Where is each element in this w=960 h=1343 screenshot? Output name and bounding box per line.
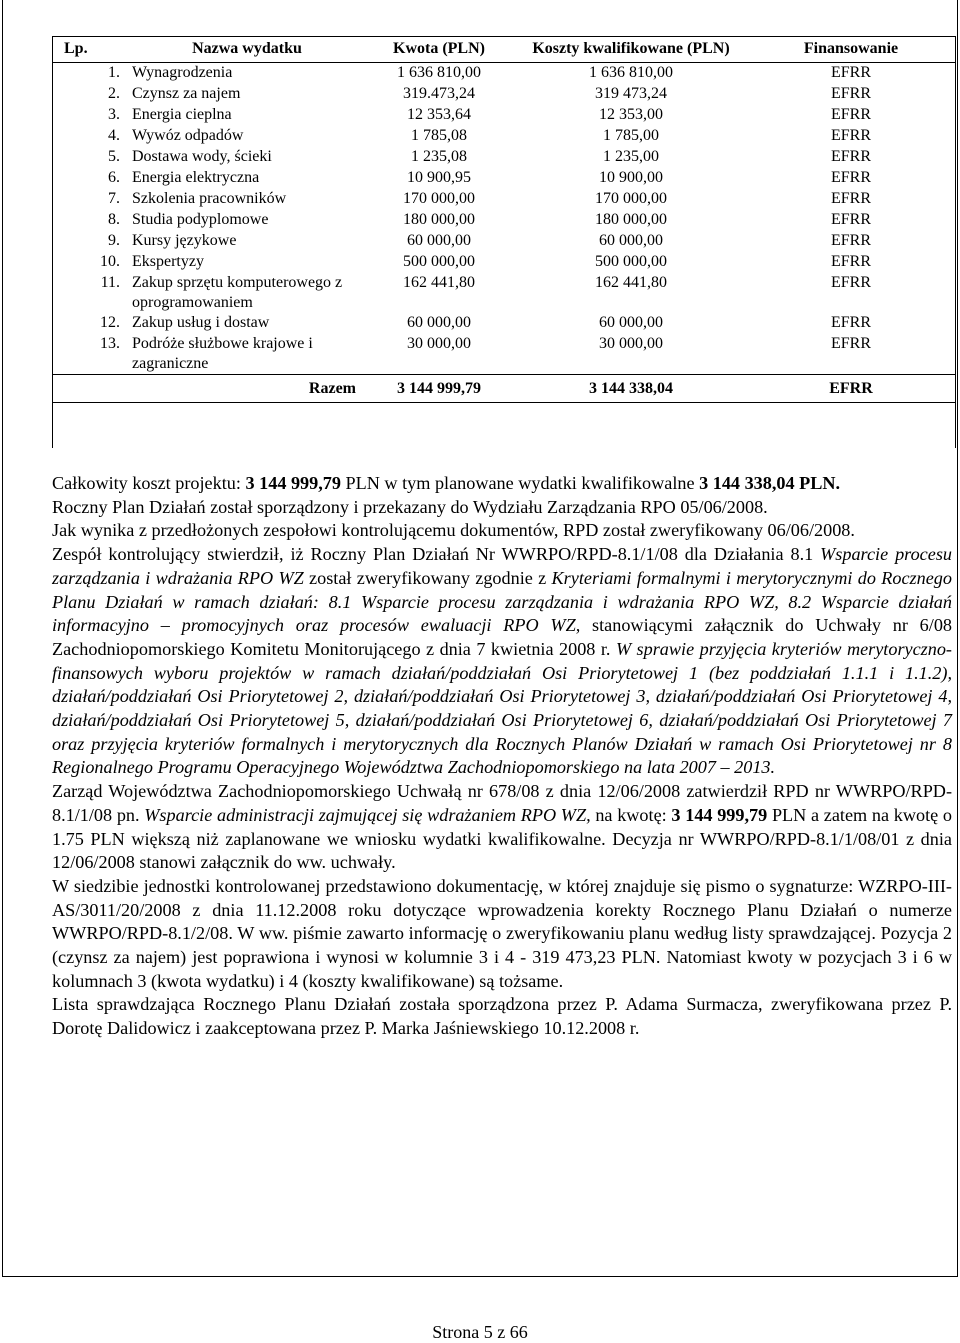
row-eligible: 60 000,00 [599,232,663,249]
table-row [52,252,956,273]
row-amount: 1 785,08 [411,127,467,144]
row-eligible: 500 000,00 [595,253,667,270]
table-row [52,334,956,375]
row-name: Kursy językowe [132,232,237,249]
total-eligible: 3 144 338,04 [516,375,746,403]
row-eligible: 10 900,00 [599,169,663,186]
row-amount: 180 000,00 [403,211,475,228]
table-total-row [52,375,956,403]
row-lp: 8. [108,211,120,228]
table-row [52,126,956,147]
row-eligible: 319 473,24 [595,85,667,102]
row-eligible: 1 785,00 [603,127,659,144]
total-amount: 3 144 999,79 [362,375,516,403]
row-eligible: 1 636 810,00 [589,64,673,81]
row-eligible: 60 000,00 [599,314,663,331]
row-lp: 11. [100,274,120,291]
row-amount: 319.473,24 [403,85,475,102]
table-left-border [52,36,53,448]
table-right-border [955,36,956,448]
row-amount: 162 441,80 [403,274,475,291]
paragraph-plan-verified: Jak wynika z przedłożonych zespołowi kontrolującemu dokumentów, RPD został zweryfikowany 06/06/2008. [52,520,855,541]
row-amount: 1 636 810,00 [397,64,481,81]
row-name: Zakup usług i dostaw [132,314,270,331]
row-eligible: 180 000,00 [595,211,667,228]
row-amount: 10 900,95 [407,169,471,186]
row-financing: EFRR [830,106,871,123]
table-row [52,313,956,334]
row-lp: 2. [108,85,120,102]
row-lp: 13. [100,335,120,352]
table-row [52,168,956,189]
document-body [52,472,952,1041]
row-lp: 9. [108,232,120,249]
row-lp: 1. [108,64,120,81]
row-name: Czynsz za najem [132,85,241,102]
table-row [52,63,956,85]
header-financing: Finansowanie [746,37,956,63]
page-number: Strona 5 z 66 [432,1322,528,1342]
row-amount: 60 000,00 [407,314,471,331]
total-financing: EFRR [746,375,956,403]
paragraph-total-cost: Całkowity koszt projektu: 3 144 999,79 PLN w tym planowane wydatki kwalifikowalne 3 144 338,04 PLN. [52,473,841,493]
row-financing: EFRR [830,232,871,249]
paragraph-documentation: W siedzibie jednostki kontrolowanej przedstawiono dokumentację, w której znajduje się pismo o sygnaturze: WZRPO-III-AS/3011/20/2008 z dnia 11.12.2008 roku dotyczące wprowadzenia korekty Rocznego Planu Działań o numerze WWRPO/RPD-8.1/2/08. W ww. piśmie zawarto informację o zweryfikowaniu planu według listy sprawdzającej. Pozycja 2 (czynsz za najem) jest poprawiona i wynosi w kolumnie 3 i 4 - 319 473,23 PLN. Natomiast kwoty w pozycjach 3 i 6 w kolumnach 3 (kwota wydatku) i 4 (koszty kwalifikowane) są tożsame. [52,875,952,991]
row-amount: 60 000,00 [407,232,471,249]
row-eligible: 1 235,00 [603,148,659,165]
paragraph-team-findings: Zespół kontrolujący stwierdził, iż Roczny Plan Działań Nr WWRPO/RPD-8.1/1/08 dla Działania 8.1 Wsparcie procesu zarządzania i wdrażania RPO WZ został zweryfikowany zgodnie z Kryteriami formalnymi i merytorycznymi do Rocznego Planu Działań w ramach działań: 8.1 Wsparcie procesu zarządzania i wdrażania RPO WZ, 8.2 Wsparcie działań informacyjno – promocyjnych oraz procesów ewaluacji RPO WZ, stanowiącymi załącznik do Uchwały nr 6/08 Zachodniopomorskiego Komitetu Monitorującego z dnia 7 kwietnia 2008 r. W sprawie przyjęcia kryteriów merytoryczno-finansowych wyboru projektów w ramach działań/poddziałań Osi Priorytetowej 1 (bez poddziałań 1.1.1 i 1.1.2), działań/poddziałań Osi Priorytetowej 2, działań/poddziałań Osi Priorytetowej 3, działań/poddziałań Osi Priorytetowej 4, działań/poddziałań Osi Priorytetowej 5, działań/poddziałań Osi Priorytetowej 6, działań/poddziałań Osi Priorytetowej 7 oraz przyjęcia kryteriów formalnych i merytorycznych dla Rocznych Planów Działań w ramach Osi Priorytetowej nr 8 Regionalnego Programu Operacyjnego Województwa Zachodniopomorskiego na lata 2007 – 2013. [52,544,953,778]
table-row [52,147,956,168]
row-financing: EFRR [830,127,871,144]
row-financing: EFRR [830,314,871,331]
row-amount: 500 000,00 [403,253,475,270]
row-name: Szkolenia pracowników [132,190,287,207]
header-name: Nazwa wydatku [124,37,362,63]
header-amount: Kwota (PLN) [362,37,516,63]
row-financing: EFRR [830,335,871,352]
row-financing: EFRR [830,253,871,270]
paragraph-checklist: Lista sprawdzająca Rocznego Planu Działań została sporządzona przez P. Adama Surmacza, zweryfikowana przez P. Dorotę Dalidowicz i zaakceptowana przez P. Marka Jaśniewskiego 10.12.2008 r. [52,994,952,1039]
row-eligible: 30 000,00 [599,335,663,352]
row-name: Wywóz odpadów [132,127,244,144]
row-financing: EFRR [830,148,871,165]
row-name: Energia cieplna [132,106,232,123]
row-financing: EFRR [830,211,871,228]
row-eligible: 162 441,80 [595,274,667,291]
table-row [52,273,956,313]
table-row [52,189,956,210]
row-name: Wynagrodzenia [132,64,233,81]
row-financing: EFRR [830,190,871,207]
row-lp: 5. [108,148,120,165]
row-amount: 1 235,08 [411,148,467,165]
row-name: Ekspertyzy [132,253,204,270]
table-body [52,63,956,375]
row-name: Energia elektryczna [132,169,260,186]
row-amount: 170 000,00 [403,190,475,207]
total-label: Razem [124,375,362,403]
header-lp: Lp. [52,37,124,63]
row-lp: 4. [108,127,120,144]
row-eligible: 170 000,00 [595,190,667,207]
row-lp: 10. [100,253,120,270]
row-eligible: 12 353,00 [599,106,663,123]
row-financing: EFRR [830,169,871,186]
row-financing: EFRR [830,64,871,81]
row-amount: 12 353,64 [407,106,471,123]
row-financing: EFRR [830,85,871,102]
row-name: Zakup sprzętu komputerowego z oprogramowaniem [132,274,343,311]
row-lp: 7. [108,190,120,207]
row-lp: 12. [100,314,120,331]
row-lp: 3. [108,106,120,123]
row-name: Podróże służbowe krajowe i zagraniczne [132,335,313,372]
row-lp: 6. [108,169,120,186]
row-financing: EFRR [830,274,871,291]
row-name: Studia podyplomowe [132,211,269,228]
row-name: Dostawa wody, ścieki [132,148,272,165]
table-row [52,84,956,105]
expenses-table [52,36,956,403]
table-row [52,210,956,231]
table-row [52,231,956,252]
table-header-row [52,37,956,63]
header-eligible: Koszty kwalifikowane (PLN) [516,37,746,63]
row-amount: 30 000,00 [407,335,471,352]
paragraph-board-resolution: Zarząd Województwa Zachodniopomorskiego Uchwałą nr 678/08 z dnia 12/06/2008 zatwierdził RPD nr WWRPO/RPD-8.1/1/08 pn. Wsparcie administracji zajmującej się wdrażaniem RPO WZ, na kwotę: 3 144 999,79 PLN a zatem na kwotę o 1.75 PLN większą niż zaplanowane we wniosku wydatki kwalifikowalne. Decyzja nr WWRPO/RPD-8.1/1/08/01 z dnia 12/06/2008 stanowi załącznik do ww. uchwały. [52,781,953,873]
table-row [52,105,956,126]
paragraph-plan-prepared: Roczny Plan Działań został sporządzony i przekazany do Wydziału Zarządzania RPO 05/06/2008. [52,496,768,517]
